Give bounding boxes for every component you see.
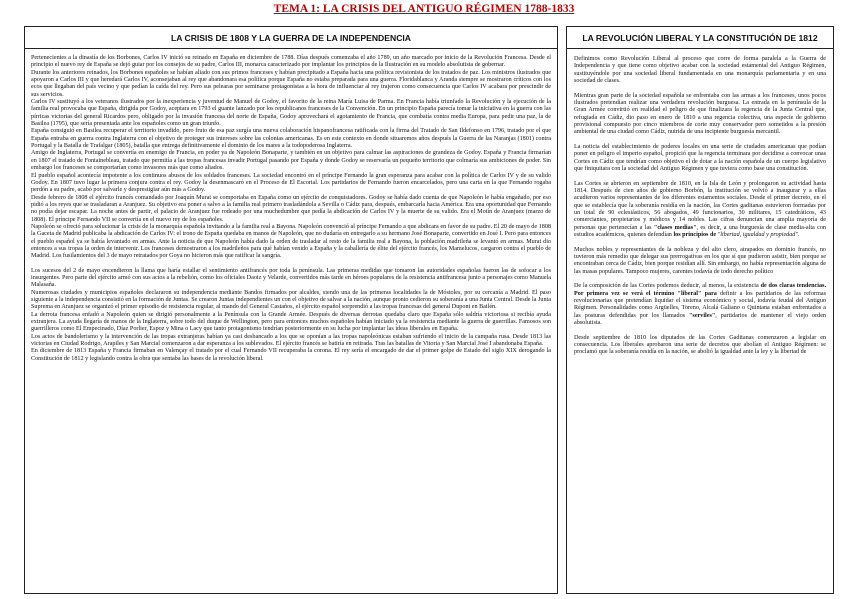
paragraph: Amigo de Inglaterra, Portugal se convertía en enemigo de Francia, en poder ya de Napoleón Bonaparte, y también en un objetivo para calmar las aspiraciones de grandeza de Godoy. España y Francia firmarían en 1807 el tratado de Fontainebleau, tratado que permitía a las tropas francesas invadir Portugal pasando por España y donde Godoy se reservaría un pequeño territorio que colmaría sus ambiciones de poder. Sin embargo los franceses se comportarían como invasores más que como aliados. <box>31 150 551 172</box>
paragraph: Pertenecientes a la dinastía de los Borbones, Carlos IV inició su reinado en España en diciembre de 1788. Días después comenzaba el año 1789, un año marcado por inicio de la Revolución Francesa. Desde el principio el nuevo rey de España se dejó guiar por los consejos de su padre, Carlos III, monarca caracterizado por implantar los principios de la Ilustración en su modelo absolutista de gobernar. <box>31 55 551 69</box>
section-body-crisis <box>25 49 557 363</box>
paragraph-text: , partidarios de mantener el viejo orden absolutista. <box>574 312 826 327</box>
paragraph: Los actos de bandolerismo y la intervención de las tropas extranjeras habían ya casi desbancado a los que se oponían a las tropas napoleónicas estaban sufriendo el inicio de la campaña rusa. Desde 1813 las victorias en Ciudad Rodrigo, Arapiles y San Marcial comenzaron a dar esperanza a los sublevados. El ejército francés se batiría en retirada. Tras las batallas de Vitoria y San Marcial José I abandonaba España. <box>31 333 551 348</box>
paragraph: La derrota francesa enfadó a Napoleón quien se dirigió personalmente a la Península con la Grande Armée. Después de diversas derrotas quedaba claro que España sólo saldría victoriosa si recibía ayuda extranjera. La ayuda llegaría de manos de la Inglaterra, sobre todo del duque de Wellington, pero para entonces muchos españoles habían iniciado ya la resistencia mediante la guerra de guerrillas. Famosos son guerrilleros como El Empecinado, Díaz Porlier, Espoz y Mina o Lacy que tanto protagonismo tendrían posteriormente en su lucha por implantar las ideas liberales en España. <box>31 311 551 333</box>
section-revolucion-liberal <box>566 26 834 594</box>
paragraph: Definimos como Revolución Liberal al proceso que corre de forma paralela a la Guerra de Independencia y que tiene como objetivo acabar con la sociedad estamental del Antiguo Régimen, sustituyéndole por una sociedad liberal fundamentada en una monarquía parlamentaria y en una sociedad de clases. <box>574 56 826 85</box>
paragraph-text: Las Cortes se abrieron en septiembre de 1810, en la Isla de León y prolongaron su actividad hasta 1814. Después de cien años de gobierno Borbón, la institución se volvió a inaugurar y a ellas acudieron varios representantes de los diferentes estamentos sociales. Desde el primer decreto, en el que se establecía que la soberanía residía en la nación, las Cortes gaditanas estuvieron formadas por un total de 90 eclesiásticos, 56 abogados, 49 funcionarios, 30 militares, 15 catedráticos, 43 comerciantes, propietarios y médicos y 14 nobles. Las cifras denuncian una amplia mayoría de personas que pertenecían a las <box>574 180 826 231</box>
paragraph: La noticia del establecimiento de poderes locales en una serie de ciudades americanas que podían poner en peligro el imperio español, propició que la regencia terminara por decidirse a convocar unas Cortes en Cádiz que tendrían como objetivo el de dotar a la nación española de un cuerpo legislativo que finiquitara con la sociedad del Antiguo Régimen y que tuviera como base una constitución. <box>574 144 826 173</box>
paragraph-text: , es decir, a una burguesía de clase media-alta con estudios académicos, quienes defendían <box>574 224 826 239</box>
paragraph: Napoleón se ofreció para solucionar la crisis de la monarquía española invitando a la familia real a Bayona. Napoleón convenció al príncipe Fernando a que abdicara en favor de su padre. El 20 de mayo de 1808 la Gaceta de Madrid publicaba la abdicación de Carlos IV: el trono de España quedaba en manos de Napoleón, que no dudaría en entregarlo a su hermano José Bonaparte, convertido en José I. Pero para entonces el pueblo español ya se había levantado en armas. Ante la noticia de que Napoleón había dado la orden de trasladar al resto de la familia real a Bayona, la población madrileña se levantó en armas. Murat dio entonces a sus tropas la orden de intervenir. Los franceses demostraron a los madrileños para qué habían venido a España y la caballería de élite del ejército francés, los Mamelucos, cargaron contra el pueblo de Madrid. Los fusilamientos del 3 de mayo retratados por Goya no hicieron más que ratificar la sangría. <box>31 223 551 260</box>
paragraph: Los sucesos del 2 de mayo encendieron la llama que haría estallar el sentimiento antifrancés por toda la península. Las primeras medidas que tomaron las autoridades españolas fueron las de sofocar a los insurgentes. Pero parte del ejército armó con sus actos a la rebelión, como los oficiales Daoiz y Velarde, convertidos más tarde en héroes populares de la resistencia antifrancesa junto a personajes como Manuela Malasaña. <box>31 267 551 289</box>
paragraph: El pueblo español acontecía impotente a los continuos abusos de los soldados franceses. La sociedad encontró en el príncipe Fernando la gran esperanza para acabar con la política de Carlos IV y de su valido Godoy. En 1807 tuvo lugar la primera conjura contra el rey. Godoy la desenmascaró en el Proceso de El Escorial. Los partidarios de Fernando fueron encarcelados, pero una carta en la que Fernando rogaba perdón a su padre, acabó por salvarle y desprestigiar aún más a Godoy. <box>31 172 551 194</box>
paragraph-text: . <box>797 232 800 239</box>
section-crisis-1808 <box>24 26 558 594</box>
page-title: TEMA 1: LA CRISIS DEL ANTIGUO RÉGIMEN 1788-1833 <box>273 3 575 15</box>
paragraph: En diciembre de 1813 España y Francia firmaban en Valençay el tratado por el cual Fernando VII recuperaba la corona. El rey sería el encargado de dar el primer golpe de Estado del siglo XIX derogando la Constitución de 1812 y legislando contra la obra que sentaba las bases de la revolución liberal. <box>31 348 551 362</box>
emphasis-serviles: "serviles" <box>689 312 716 319</box>
paragraph: Desde septiembre de 1810 los diputados de las Cortes Gaditanas comenzaron a legislar en consecuencia. Los liberales aprobaron una serie de decretos que abolían el Antiguo Régimen: se proclamó que la soberanía residía en la nación, se abolió la igualdad ante la ley y la libertad de <box>574 334 826 356</box>
paragraph-text: definir a los partidarios de las reformas revolucionarias que pretendían liquidar el sistema económico y social, todavía feudal del Antiguo Régimen. Personalidades como Argüelles, Toreno, Alcalá Galiano o Quintana estaban enfrentados a las posturas defendidas por los llamados <box>574 290 826 319</box>
paragraph <box>574 283 826 327</box>
paragraph <box>574 181 826 240</box>
paragraph: España consiguió en Basilea recuperar el territorio invadido, pero fruto de esa paz surgía una nueva colaboración hispanofrancesa ratificada con la firma del Tratado de San Ildefonso en 1796, tratado por el que España entraba en guerra contra Inglaterra con el objetivo de proteger sus intereses sobre las colonias americanas. Es en este contexto en donde situaremos años después la Guerra de las Naranjas (1801) contra Portugal y la Batalla de Trafalgar (1805), batalla que entrega definitivamente el dominio de los mares a la todopoderosa Inglaterra. <box>31 128 551 150</box>
section-heading-crisis: LA CRISIS DE 1808 Y LA GUERRA DE LA INDEPENDENCIA <box>25 27 557 49</box>
emphasis-clases-medias: "clases medias" <box>653 224 697 231</box>
paragraph: Mientras gran parte de la sociedad española se enfrentaba con las armas a los franceses, unos pocos ilustrados pretendían realizar una verdadera revolución burguesa. La entrada en la península de la Gran Armée convirtió en realidad el peligro de que finalizara la regencia de la Junta Central que, refugiada en Cádiz, dio paso en enero de 1810 a una regencia colectiva, una especie de gobierno provisional compuesto por cinco miembros de corte muy conservador pero sometidos a la presión ambiental de una ciudad como Cádiz, nutrida de una incipiente burguesía mercantil. <box>574 92 826 136</box>
emphasis-principios: los principios de <box>673 232 717 239</box>
emphasis-tendencias: de dos claras tendencias. Por primera vez se verá el término "liberal" para <box>574 283 826 297</box>
quote-libertad: "libertad, igualdad y propiedad" <box>717 232 798 239</box>
paragraph: Desde febrero de 1808 el ejército francés comandado por Joaquín Murat se comportaba en España como un ejército de conquistadores. Godoy se había dado cuenta de que Napoleón le había engañado, por eso pidió a los reyes que se trasladaran a Aranjuez. Su objetivo era poner a salvo a la familia real primero trasladándola a Sevilla o Cádiz para, después, embarcarla hacia América. Era una oportunidad que Fernando no podía dejar escapar. La noche antes de partir, el palacio de Aranjuez fue rodeado por una muchedumbre que pedía la abdicación de Carlos IV y la muerte de su valido. Era el Motín de Aranjuez (marzo de 1808). El príncipe Fernando VII se convertía en el nuevo rey de los españoles. <box>31 194 551 223</box>
paragraph: Numerosas ciudades y municipios españoles declararon su independencia mediante Bandos firmados por alcaldes, siendo una de las primeras localidades la de Móstoles, por su cercanía a Madrid. El paso siguiente a la independencia consistió en la formación de Juntas. Se crearon Juntas independientes un con el objetivo de salvar a la nación, aunque pronto cedieron su soberanía a una Junta Central. Desde la Junta Suprema en Aranjuez se organizó el primer episodio de resistencia regular, al mando del General Castaños, el ejército español sorprendió a las tropas francesas del general Dupont en Bailén. <box>31 289 551 311</box>
paragraph-text: De la composición de las Cortes podemos deducir, al menos, la existencia <box>574 283 759 290</box>
paragraph: Durante los anteriores reinados, los Borbones españoles se habían aliado con sus primos franceses y habían precipitado a España hacia una política revisionista de los tratados de paz. Los ministros ilustrados que apoyaron a Carlos III y que heredará Carlos IV, aconsejaban al rey que abandonara esa política porque España no estaba preparada para una guerra. Floridablanca y Aranda siempre se mostraron críticos con los ecos que llegaban del país vecino y que pedían la caída del rey. Pero sus pelearas por seminarse protagonistas a la hora de influenciar al rey trajeron como consecuencia que Carlos IV acabara por prescindir de sus servicios. <box>31 69 551 98</box>
section-body-revolucion <box>567 49 833 357</box>
paragraph: Muchos nobles y representantes de la nobleza y del alto clero, atrapados en dominio francés, no tuvieron más remedio que delegar sus prerrogativas en los que sí que pudieron asistir, bien porque se encontraban cerca de Cádiz, bien porque residían allí. Sin embargo, no había representación alguna de las masas populares. Tampoco mujeres, carentes todavía de todo derecho político <box>574 246 826 275</box>
section-heading-revolucion: LA REVOLUCIÓN LIBERAL Y LA CONSTITUCIÓN DE 1812 <box>567 27 833 49</box>
paragraph: Carlos IV sustituyó a los veteranos ilustrados por la inexperiencia y juventud de Manuel de Godoy, el favorito de la reina María Luisa de Parma. En Francia había triunfado la Revolución y la ejecución de la familia real provocaba que España, dirigida por Godoy, aceptara en 1793 el guante lanzado por los republicanos franceses de la Convención. En un principio España parecía tomar la iniciativa en la guerra con las pírricas victorias del general Ricardos pero, obligado por la invasión francesa del norte de España, Godoy aprovechará el agotamiento de Francia, que combatía contra media Europa, para pedir una paz, la de Basilea (1795), que sería presentada ante los españoles como un gran triunfo. <box>31 99 551 128</box>
